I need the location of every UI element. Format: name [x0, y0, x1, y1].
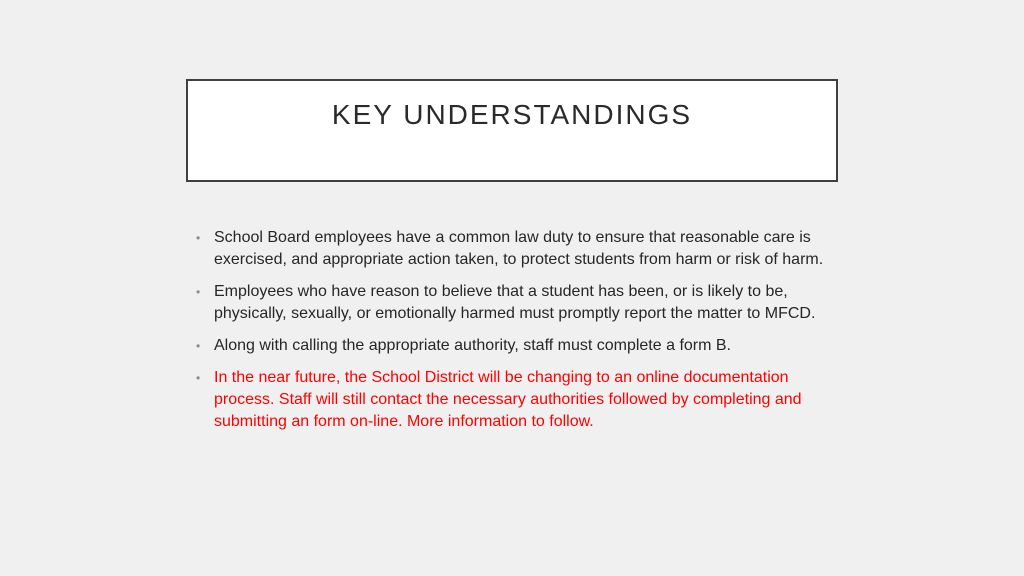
- bullet-item: [196, 335, 836, 357]
- bullet-text: Along with calling the appropriate authority, staff must complete a form B.: [214, 337, 731, 354]
- bullet-dot-icon: •: [196, 231, 201, 245]
- bullet-dot-icon: •: [196, 339, 201, 353]
- bullet-item-highlighted: [196, 367, 836, 433]
- bullet-dot-icon: •: [196, 285, 201, 299]
- bullet-item: [196, 227, 836, 271]
- title-box: [186, 79, 838, 182]
- bullet-dot-icon: •: [196, 371, 201, 385]
- bullet-text: In the near future, the School District will be changing to an online documentation process. Staff will still contact the necessary authorities followed by completing and submitting an form on-line. More information to follow.: [214, 369, 802, 430]
- slide-title: KEY UNDERSTANDINGS: [331, 99, 693, 130]
- bullet-text: Employees who have reason to believe that a student has been, or is likely to be, physically, sexually, or emotionally harmed must promptly report the matter to MFCD.: [214, 283, 816, 322]
- bullet-item: [196, 281, 836, 325]
- bullet-list: [196, 227, 836, 443]
- bullet-text: School Board employees have a common law duty to ensure that reasonable care is exercised, and appropriate action taken, to protect students from harm or risk of harm.: [214, 229, 824, 268]
